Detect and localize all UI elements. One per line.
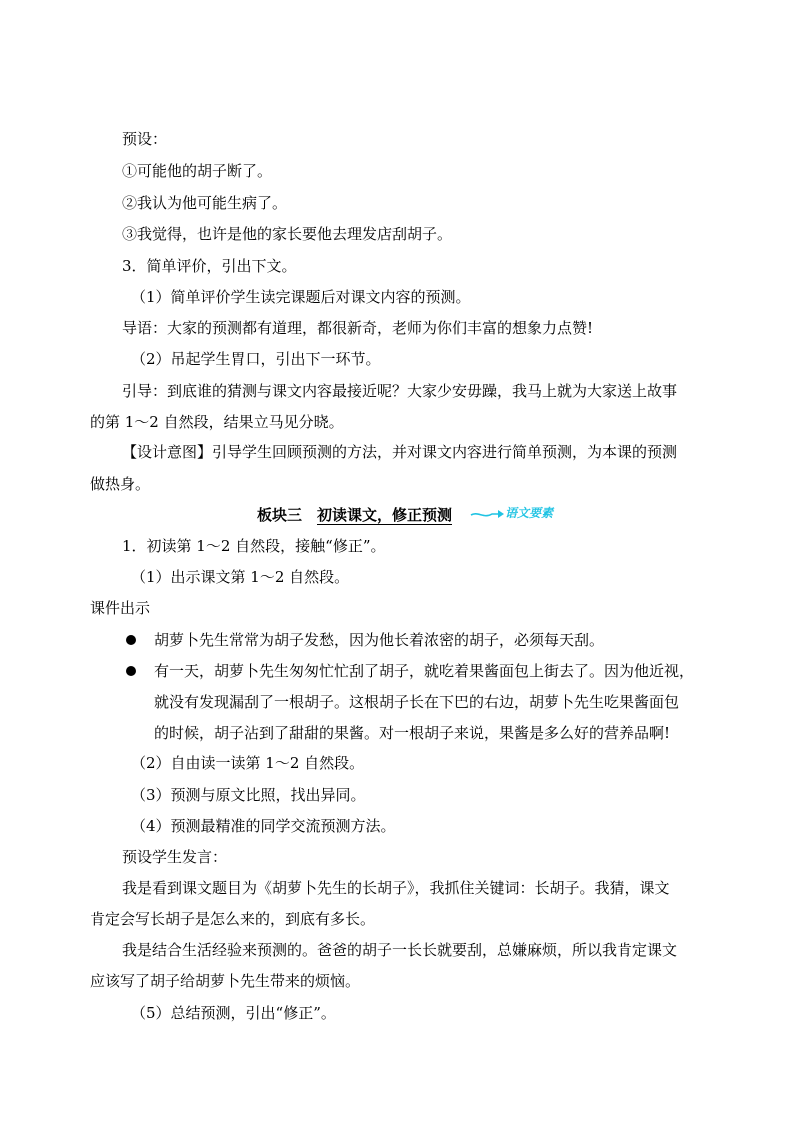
arrow-icon [470, 506, 506, 522]
bullet-2-line-2: 就没有发现漏刮了一根胡子。这根胡子长在下巴的右边，胡萝卜先生吃果酱面包 [154, 693, 680, 711]
design-intent-line-2: 做热身。 [90, 475, 151, 493]
preset-item-1: ①可能他的胡子断了。 [122, 162, 273, 180]
student-speech-label: 预设学生发言： [122, 848, 228, 866]
s1-3: （3）预测与原文比照，找出异同。 [131, 786, 366, 804]
guide-paragraph-1: 导语：大家的预测都有道理，都很新奇，老师为你们丰富的想象力点赞! [122, 319, 594, 337]
student-2-line-2: 应该写了胡子给胡萝卜先生带来的烦恼。 [90, 972, 361, 990]
step-3-heading: 3．简单评价，引出下文。 [122, 257, 297, 275]
bullet-2-line-3: 的时候，胡子沾到了甜甜的果酱。对一根胡子来说，果酱是多么好的营养品啊! [154, 724, 671, 742]
bullet-1-text: 胡萝卜先生常常为胡子发愁，因为他长着浓密的胡子，必须每天刮。 [154, 631, 605, 649]
student-2-line-1: 我是结合生活经验来预测的。爸爸的胡子一长长就要刮，总嫌麻烦，所以我肯定课文 [122, 941, 678, 959]
s1-4: （4）预测最精准的同学交流预测方法。 [131, 817, 396, 835]
s1-5: （5）总结预测，引出“修正”。 [131, 1004, 336, 1022]
section-prefix: 板块三 [257, 506, 318, 524]
design-intent-line-1: 【设计意图】引导学生回顾预测的方法，并对课文内容进行简单预测，为本课的预测 [122, 443, 678, 461]
section-title: 初读课文，修正预测 [317, 506, 453, 524]
bullet-icon [126, 666, 136, 676]
preset-label: 预设： [122, 130, 168, 148]
student-1-line-1: 我是看到课文题目为《胡萝卜先生的长胡子》，我抓住关键词：长胡子。我猜，课文 [122, 879, 670, 897]
bullet-icon [126, 635, 136, 645]
s1-1: （1）出示课文第 1～2 自然段。 [131, 568, 350, 586]
courseware-label: 课件出示 [90, 599, 151, 617]
step-3-2: （2）吊起学生胃口，引出下一环节。 [131, 350, 381, 368]
section-heading [257, 504, 452, 526]
preset-item-2: ②我认为他可能生病了。 [122, 194, 288, 212]
guide-paragraph-2-line-2: 的第 1～2 自然段，结果立马见分晓。 [90, 413, 344, 431]
s1-heading: 1．初读第 1～2 自然段，接触“修正”。 [122, 537, 386, 555]
student-1-line-2: 肯定会写长胡子是怎么来的，到底有多长。 [90, 910, 376, 928]
bullet-2-line-1: 有一天，胡萝卜先生匆匆忙忙刮了胡子，就吃着果酱面包上街去了。因为他近视， [154, 662, 695, 680]
step-3-1: （1）简单评价学生读完课题后对课文内容的预测。 [131, 288, 471, 306]
language-element-tag: 语文要素 [505, 506, 554, 520]
preset-item-3: ③我觉得，也许是他的家长要他去理发店刮胡子。 [122, 225, 453, 243]
s1-2: （2）自由读一读第 1～2 自然段。 [131, 754, 365, 772]
guide-paragraph-2-line-1: 引导：到底谁的猜测与课文内容最接近呢？大家少安毋躁，我马上就为大家送上故事 [122, 382, 678, 400]
